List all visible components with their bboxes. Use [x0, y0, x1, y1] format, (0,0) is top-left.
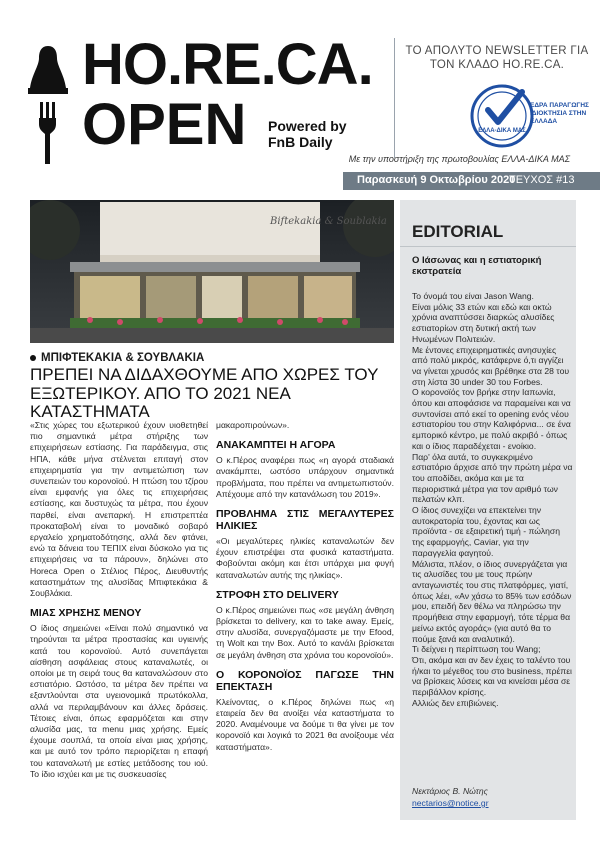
editorial-signature: Νεκτάριος Β. Νώτης — [412, 786, 488, 796]
editorial-panel — [400, 200, 576, 820]
masthead — [0, 0, 600, 170]
article-column-1 — [30, 420, 208, 780]
fork-knife-icon — [24, 44, 72, 166]
section-title-delivery: ΣΤΡΟΦΗ ΣΤΟ DELIVERY — [216, 588, 339, 601]
column2-lead: μακαροπιρούνων». — [216, 420, 290, 430]
date-bar — [343, 172, 600, 190]
logo-title-line2: OPEN — [82, 92, 247, 157]
bullet-icon — [30, 355, 36, 361]
editorial-paragraph: Ότι, ακόμα και αν δεν έχεις το ταλέντο του ή/και το μέγεθος του στο business, πρέπει να βρίσκεις λύσεις και να κινείσαι μέσα σε περιβάλλον κρίσης. — [412, 654, 572, 698]
support-line: Με την υποστήριξη της πρωτοβουλίας ΕΛΛΑ-ΔΙΚΑ ΜΑΣ — [348, 154, 570, 164]
editorial-paragraph: Αλλιώς δεν επιβιώνεις. — [412, 697, 499, 708]
issue-date: Παρασκευή 9 Οκτωβρίου 2020 — [357, 174, 516, 186]
tagline: ΤΟ ΑΠΟΛΥΤΟ NEWSLETTER ΓΙΑ ΤΟΝ ΚΛΑΔΟ HO.RE.CA. — [405, 45, 589, 71]
editorial-paragraph: Είναι μόλις 33 ετών και εδώ και οκτώ χρόνια αναπτύσσει διαρκώς αλυσίδες εστιατορίων στη δυτική ακτή των Ηνωμένων Πολιτειών. — [412, 301, 555, 344]
masthead-divider — [394, 38, 395, 158]
editorial-paragraph: Τι δείχνει η περίπτωση του Wang; — [412, 644, 541, 655]
storefront-sign: Biftekakia & Soublakia — [270, 216, 387, 227]
article-intro: «Στις χώρες του εξωτερικού έχουν υιοθετηθεί πιο σημαντικά μέτρα στήριξης των επιχειρήσεων εστίασης. Για παράδειγμα, στις ΗΠΑ, κάθε μήνα στέλνεται επιταγή στον επιχειρηματία για την αντιμετώπιση των συνεπειών του κορονοϊού. Η πτώση του τζίρου είναι εμφανής για όλες τις επιχειρήσεις εστίασης, και δυστυχώς τα μέτρα, που έχουν παρθεί, είναι ανεπαρκή. Η επιστρεπτέα προκαταβολή είναι το μοναδικό σοβαρό εργαλείο χρηματοδότησης, αλλά δεν φτάνει, ενώ τα δάνεια του ΤΕΠΙΧ είναι δύσκολο για τις επιχειρήσεις να τα πάρουν», δηλώνει στο Horeca Open ο Στέλιος Πέρος, Διευθυντής καταστημάτων της αλυσίδας Μπιφτεκάκια & Σουβλάκια. — [30, 420, 208, 599]
editorial-title: Ο Ιάσωνας και η εστιατορική εκστρατεία — [412, 255, 542, 277]
editorial-label: EDITORIAL — [412, 222, 504, 241]
issue-number: ΤΕΥΧΟΣ #13 — [509, 174, 575, 186]
section-body-delivery: Ο κ.Πέρος σημειώνει πως «σε μεγάλη άνθηση βρίσκεται το delivery, και το take away. Εμείς, στην αλυσίδα, συνεργαζόμαστε με την Efood, τη Wolt και την Box. Αυτό το κανάλι βρίσκεται σε μεγάλη άνθηση στα χρόνια του κορονοϊού». — [216, 604, 394, 660]
article-headline: ΠΡΕΠΕΙ ΝΑ ΔΙΔΑΧΘΟΥΜΕ ΑΠΟ ΧΩΡΕΣ ΤΟΥ ΕΞΩΤΕΡΙΚΟΥ. ΑΠΟ ΤΟ 2021 ΝΕΑ ΚΑΤΑΣΤΗΜΑΤΑ — [30, 365, 379, 421]
section-body-ages: «Οι μεγαλύτερες ηλικίες καταναλωτών δεν έχουν επιστρέψει στα φυσικά καταστήματα. Φοβούνται ακόμη και έτσι υπάρχει μια φυγή καταναλωτών αυτής της ηλικίας». — [216, 536, 394, 580]
section-body-menu: Ο ίδιος σημειώνει «Είναι πολύ σημαντικό να τηρούνται τα μέτρα προστασίας και υγιεινής κατά του κορονοϊού. Αυτό συνεπάγεται αίσθηση ασφάλειας στους καταναλωτές, οι οποίοι με τη σειρά τους θα καταναλώσουν στο εστιατόριο. Ωστόσο, τα μέτρα δεν πρέπει να εξαντλούνται στα υγειονομικά πρωτόκολλα, αλλά να περιλαμβάνουν και άλλες δράσεις. Τέτοιες είναι, όπως εφαρμόζεται και στην αλυσίδα μας, τα menu μιας χρήσης. Εμείς έχουμε σουπλά, τα οποία είναι μιας χρήσης, και με αυτό τον τρόπο περιορίζεται η επαφή του καταναλωτή με εστίες μετάδοσης του ιού. Το ίδιο ισχύει και με τις συσκευασίες — [30, 623, 208, 779]
editorial-email-link[interactable]: nectarios@notice.gr — [412, 798, 489, 808]
section-title-expansion: Ο ΚΟΡΟΝΟΪΟΣ ΠΑΓΩΣΕ ΤΗΝ ΕΠΕΚΤΑΣΗ — [216, 668, 394, 693]
editorial-rule — [400, 246, 576, 247]
seal-caption: ΕΔΡΑ ΠΑΡΑΓΩΓΗΣ ΙΔΙΟΚΤΗΣΙΑ ΣΤΗΝ ΕΛΛΑΔΑ — [530, 102, 589, 125]
seal-inner-text: ΕΛΛΑ-ΔΙΚΑ ΜΑΣ — [478, 128, 526, 134]
section-title-market: ΑΝΑΚΑΜΠΤΕΙ Η ΑΓΟΡΑ — [216, 439, 336, 452]
editorial-paragraph: Ο κορονοϊός τον βρήκε στην Ιαπωνία, όπου και αποφάσισε να παραμείνει και να συντονίσει από εκεί το opening ενός νέου εστιατορίου του στην Καλιφόρνια... σε ένα εμπορικό κέντρο, με πολύ ακριβό - όπως και ο ίδιος παραδέχεται - ενοίκιο. — [412, 387, 571, 451]
editorial-paragraph: Με έντονες επιχειρηματικές ανησυχίες από πολύ μικρός, κατάφερνε ό,τι αγγίζει να γίνεται χρυσός και βρέθηκε στα 28 του στη λίστα 30 under 30 του Forbes. — [412, 344, 570, 387]
section-title-menu: ΜΙΑΣ ΧΡΗΣΗΣ ΜΕΝΟΥ — [30, 607, 142, 620]
editorial-paragraph: Μάλιστα, πλέον, ο ίδιος συνεργάζεται για τις αλυσίδες του με τους πρώην ανταγωνιστές του στις πλατφόρμες, γιατί, όπως λέει, «Αν χάσω το 85% των εσόδων μου, επειδή δεν θέλω να πληρώσω την προμήθεια στην εφαρμογή, τότε τέρμα θα μείνω εκτός αγοράς» (για αυτό θα το πούμε ξανά και αναλυτικά). — [412, 558, 572, 644]
editorial-paragraph: Ο ίδιος συνεχίζει να επεκτείνει την αυτοκρατορία του, έχοντας και ως προϊόντα - σε εξαιρετική τιμή - πώληση της εφαρμογής, Caviar, για την παραγγελία φαγητού. — [412, 505, 560, 558]
kicker-text: ΜΠΙΦΤΕΚΑΚΙΑ & ΣΟΥΒΛΑΚΙΑ — [41, 352, 205, 364]
editorial-paragraph: Το όνομά του είναι Jason Wang. — [412, 291, 534, 301]
section-body-expansion: Κλείνοντας, ο κ.Πέρος δηλώνει πως «η εταιρεία δεν θα ανοίξει νέα καταστήματα το 2020. Αναμένουμε να δούμε τι θα γίνει με τον κορονοϊό και λογικά το 2021 θα ανοίξουμε νέα καταστήματα». — [216, 696, 394, 752]
storefront-photo — [30, 200, 394, 343]
powered-by: Powered by FnB Daily — [268, 118, 347, 150]
section-body-market: Ο κ.Πέρος αναφέρει πως «η αγορά σταδιακά ανακάμπτει, ωστόσο υπάρχουν σημαντικά προβλήματα, που πρέπει να αντιμετωπιστούν. Απέχουμε από την κατανάλωση του 2019». — [216, 455, 394, 499]
editorial-paragraph: Παρ' όλα αυτά, το συγκεκριμένο εστιατόριο άρχισε από την πρώτη μέρα να του αποδίδει, ακόμα και με τα περιοριστικά μέτρα για τον αριθμό των πελατών κλπ. — [412, 451, 573, 505]
editorial-body — [412, 291, 574, 708]
article-kicker — [30, 352, 204, 364]
article-column-2 — [216, 420, 394, 753]
section-title-ages: ΠΡΟΒΛΗΜΑ ΣΤΙΣ ΜΕΓΑΛΥΤΕΡΕΣ ΗΛΙΚΙΕΣ — [216, 508, 394, 533]
logo-title-line1: HO.RE.CA. — [82, 32, 373, 97]
